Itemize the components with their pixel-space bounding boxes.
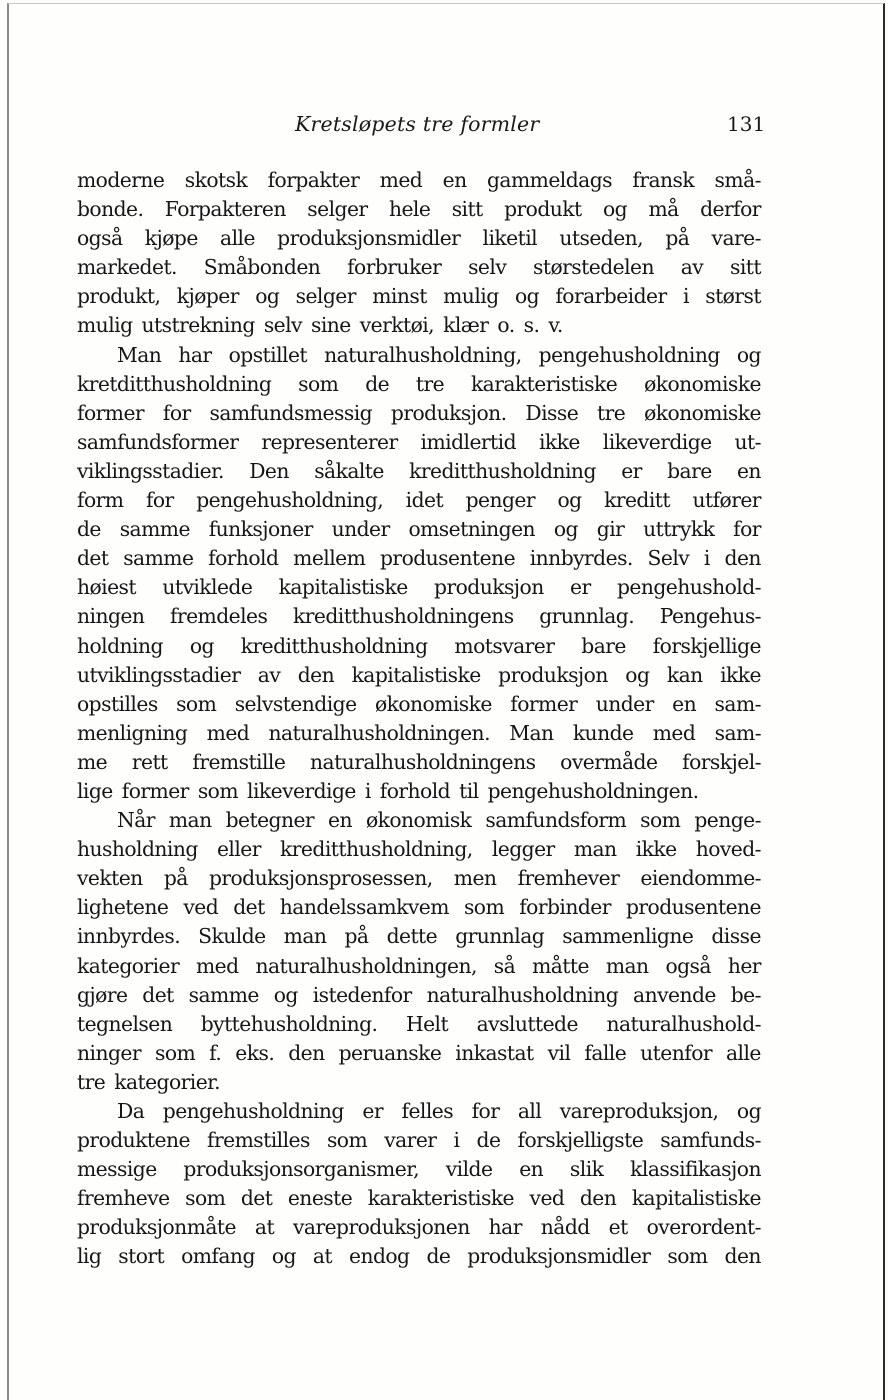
text-line: fremheve som det eneste karakteristiske ved den kapitalistiske [77, 1186, 761, 1211]
page-number: 131 [727, 112, 766, 136]
text-line: innbyrdes. Skulde man på dette grunnlag sammenligne disse [77, 924, 761, 949]
text-line: lige former som likeverdige i forhold til pengehusholdningen. [77, 778, 699, 803]
text-line: produktene fremstilles som varer i de forskjelligste samfunds- [77, 1128, 761, 1153]
running-title: Kretsløpets tre formler [295, 112, 540, 136]
paragraph [77, 166, 761, 341]
text-line: samfundsformer representerer imidlertid ikke likeverdige ut- [77, 429, 761, 454]
text-line: Da pengehusholdning er felles for all vareproduksjon, og [117, 1099, 761, 1123]
text-line: de samme funksjoner under omsetningen og gir uttrykk for [77, 517, 761, 542]
text-line: kategorier med naturalhusholdningen, så måtte man også her [77, 953, 761, 978]
text-line: form for pengehusholdning, idet penger og kreditt utfører [77, 488, 761, 513]
text-line: Man har opstillet naturalhusholdning, pengehusholdning og [117, 342, 761, 367]
text-line: mulig utstrekning selv sine verktøi, klær o. s. v. [77, 313, 563, 338]
text-line: vekten på produksjonsprosessen, men fremhever eiendomme- [77, 866, 761, 891]
text-line: markedet. Småbonden forbruker selv størstedelen av sitt [77, 255, 761, 280]
text-line: ninger som f. eks. den peruanske inkastat vil falle utenfor alle [77, 1040, 761, 1065]
text-line: ningen fremdeles kreditthusholdningens grunnlag. Pengehus- [77, 604, 761, 629]
text-line: messige produksjonsorganismer, vilde en slik klassifikasjon [77, 1157, 761, 1182]
text-line: utviklingsstadier av den kapitalistiske produksjon og kan ikke [77, 662, 761, 687]
text-line: gjøre det samme og istedenfor naturalhusholdning anvende be- [77, 982, 761, 1007]
book-page [7, 3, 885, 1400]
text-line: tre kategorier. [77, 1069, 220, 1094]
text-line: Når man betegner en økonomisk samfundsform som penge- [117, 808, 761, 833]
text-line: kretditthusholdning som de tre karakteristiske økonomiske [77, 371, 761, 396]
body-text [77, 166, 761, 1272]
text-line: lig stort omfang og at endog de produksjonsmidler som den [77, 1244, 761, 1269]
paragraph [77, 806, 761, 1097]
paragraph [77, 1097, 761, 1272]
text-line: former for samfundsmessig produksjon. Disse tre økonomiske [77, 400, 761, 425]
page-header [9, 112, 883, 140]
text-line: bonde. Forpakteren selger hele sitt produkt og må derfor [77, 197, 761, 222]
text-line: holdning og kreditthusholdning motsvarer bare forskjellige [77, 633, 761, 658]
text-line: husholdning eller kreditthusholdning, legger man ikke hoved- [77, 837, 761, 862]
text-line: også kjøpe alle produksjonsmidler liketil utseden, på vare- [77, 226, 761, 251]
text-line: høiest utviklede kapitalistiske produksjon er pengehushold- [77, 575, 761, 600]
text-line: opstilles som selvstendige økonomiske former under en sam- [77, 691, 761, 716]
paragraph [77, 341, 761, 807]
text-line: me rett fremstille naturalhusholdningens overmåde forskjel- [77, 749, 761, 774]
text-line: produkt, kjøper og selger minst mulig og forarbeider i størst [77, 284, 761, 309]
text-line: moderne skotsk forpakter med en gammeldags fransk små- [77, 168, 761, 192]
text-line: menligning med naturalhusholdningen. Man kunde med sam- [77, 720, 761, 745]
text-line: tegnelsen byttehusholdning. Helt avsluttede naturalhushold- [77, 1011, 761, 1036]
text-line: produksjonmåte at vareproduksjonen har nådd et overordent- [77, 1215, 761, 1240]
text-line: viklingsstadier. Den såkalte kreditthusholdning er bare en [77, 458, 761, 483]
text-line: lighetene ved det handelssamkvem som forbinder produsentene [77, 895, 761, 920]
text-line: det samme forhold mellem produsentene innbyrdes. Selv i den [77, 546, 761, 571]
